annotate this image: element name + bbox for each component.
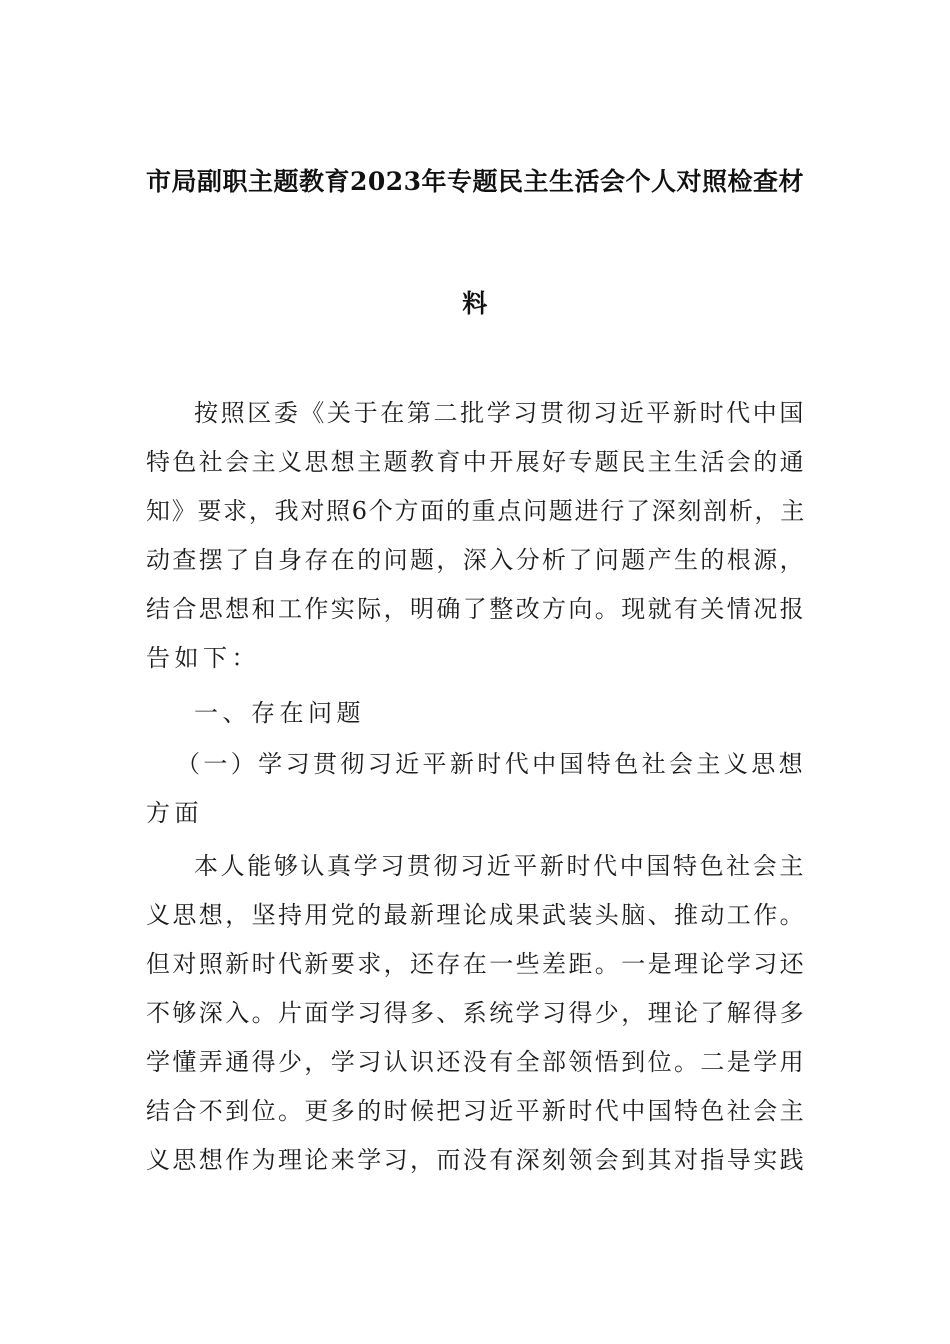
paragraph-body-line-2: 义思想，坚持用党的最新理论成果武装头脑、推动工作。	[146, 901, 806, 929]
paragraph-intro-line-2: 特色社会主义思想主题教育中开展好专题民主生活会的通	[146, 448, 806, 476]
paragraph-body-line-1: 本人能够认真学习贯彻习近平新时代中国特色社会主	[194, 852, 806, 880]
subsection-heading-1-line-1: （一）学习贯彻习近平新时代中国特色社会主义思想	[176, 750, 806, 778]
paragraph-body-line-6: 结合不到位。更多的时候把习近平新时代中国特色社会主	[146, 1097, 806, 1125]
subsection-heading-1-line-2: 方面	[146, 799, 203, 827]
document-title-line-1: 市局副职主题教育2023年专题民主生活会个人对照检查材	[145, 167, 805, 196]
paragraph-intro-line-6: 告如下：	[146, 644, 260, 672]
paragraph-intro-line-5: 结合思想和工作实际，明确了整改方向。现就有关情况报	[146, 595, 806, 623]
section-heading-problems: 一、存在问题	[194, 699, 365, 727]
document-title-line-2: 料	[462, 289, 488, 318]
paragraph-intro-line-4: 动查摆了自身存在的问题，深入分析了问题产生的根源，	[146, 546, 806, 574]
paragraph-intro-line-3: 知》要求，我对照6个方面的重点问题进行了深刻剖析，主	[146, 497, 806, 525]
paragraph-intro-line-1: 按照区委《关于在第二批学习贯彻习近平新时代中国	[194, 399, 806, 427]
paragraph-body-line-7: 义思想作为理论来学习，而没有深刻领会到其对指导实践	[146, 1146, 806, 1174]
paragraph-body-line-3: 但对照新时代新要求，还存在一些差距。一是理论学习还	[146, 950, 806, 978]
paragraph-body-line-4: 不够深入。片面学习得多、系统学习得少，理论了解得多	[146, 999, 806, 1027]
paragraph-body-line-5: 学懂弄通得少，学习认识还没有全部领悟到位。二是学用	[146, 1048, 806, 1076]
